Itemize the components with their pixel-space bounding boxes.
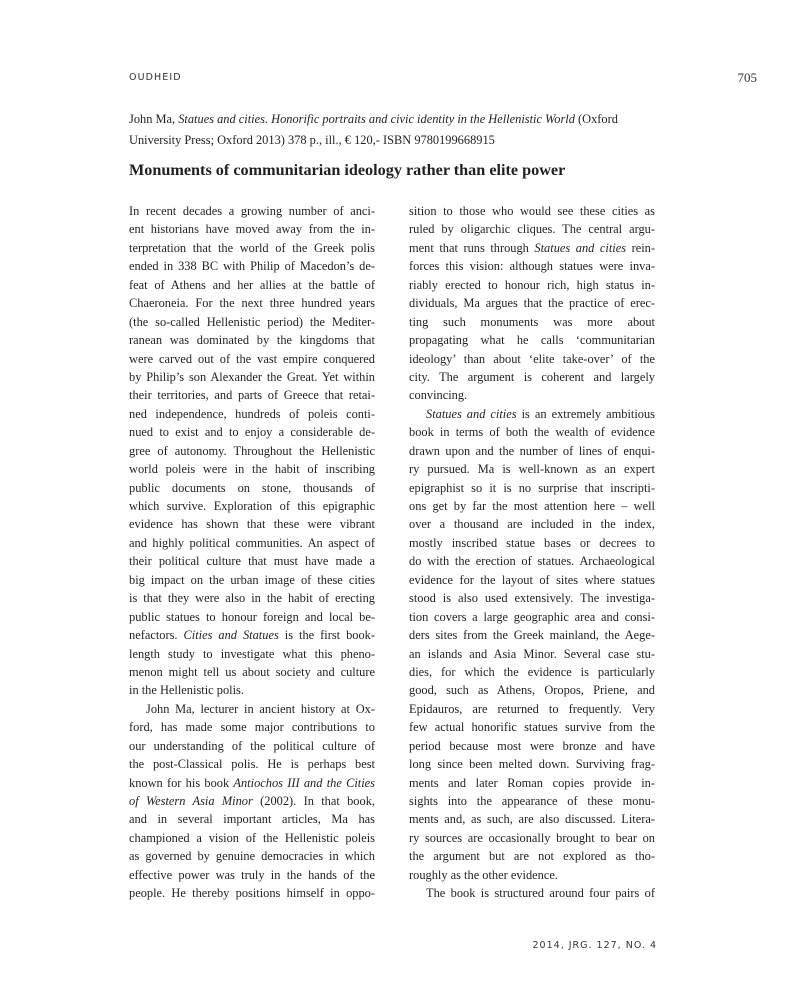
text-line-content: evidence for the layout of sites where statues (409, 572, 655, 587)
text-line (129, 386, 375, 404)
text-line (409, 294, 655, 312)
text-line (409, 405, 655, 423)
text-line-content: ruled by oligarchic cliques. The central argu- (409, 222, 655, 237)
text-line-content: ended in 338 BC with Philip of Macedon’s de- (129, 259, 375, 274)
text-line-content: menon might tell us about society and culture (129, 664, 375, 679)
text-line-content: John Ma, lecturer in ancient history at Ox- (146, 701, 375, 716)
text-line (409, 515, 655, 533)
text-line-content: few actual honorific statues survive from the (409, 720, 655, 735)
text-line-content: epigraphist so it is no surprise that inscripti- (409, 480, 655, 495)
italic-title: of Western Asia Minor (129, 794, 253, 808)
text-line-content: known for his book (129, 775, 234, 790)
text-line-content: is that they were also in the habit of erecting (129, 591, 375, 606)
text-line (129, 774, 375, 792)
text-line-content: and highly political communities. An aspect of (129, 535, 375, 550)
text-line (129, 589, 375, 607)
citation-publication-details: University Press; Oxford 2013) 378 p., ill., € 120,- ISBN 9780199668915 (129, 132, 495, 147)
text-line (409, 847, 655, 865)
text-line-content: ranean was dominated by the kingdoms that (129, 333, 375, 348)
text-line (409, 645, 655, 663)
text-line-content: which survive. Exploration of this epigraphic (129, 499, 375, 513)
text-line-content: ment that runs through (409, 240, 535, 255)
text-line-content: nefactors. (129, 628, 184, 643)
text-line (129, 294, 375, 312)
text-line-content: feat of Athens and her allies at the battle of (129, 277, 375, 292)
text-line-content: Epidauros, are returned to frequently. Very (409, 701, 655, 716)
text-line-content: and in several important articles, Ma has (129, 812, 375, 827)
text-line (409, 202, 655, 220)
text-line (129, 810, 375, 828)
text-line (129, 866, 375, 884)
text-line-content: public statues to honour foreign and local be- (129, 609, 375, 624)
text-line (129, 350, 375, 368)
text-line-content: ned independence, hundreds of poleis conti- (129, 406, 375, 421)
text-line-content: ons get by far the most attention here – well (409, 499, 655, 513)
text-line-content: Chaeroneia. For the next three hundred years (129, 296, 375, 311)
text-line (129, 257, 375, 275)
text-line (409, 774, 655, 792)
text-line (409, 663, 655, 681)
text-line (129, 515, 375, 533)
text-line-content: roughly as the other evidence. (409, 867, 558, 882)
text-line-content: people. He thereby positions himself in oppo- (129, 886, 375, 901)
text-line-content: In recent decades a growing number of anci- (129, 204, 375, 218)
text-line-content: book in terms of both the wealth of evidence (409, 425, 655, 440)
text-line-content: ry pursued. Ma is well-known as an expert (409, 462, 655, 477)
text-line-content: stood is also used extensively. The investiga- (409, 591, 655, 606)
text-line (409, 552, 655, 570)
text-line (409, 866, 655, 884)
text-line-content: convincing. (409, 388, 468, 403)
left-column (129, 202, 375, 903)
text-line (129, 847, 375, 865)
text-line-content: nued to exist and to enjoy a considerable de- (129, 425, 375, 440)
text-line-content: in the Hellenistic polis. (129, 683, 244, 698)
text-line-content: The book is structured around four pairs of (426, 886, 655, 901)
text-line-content: ments and, as such, are also discussed. Litera- (409, 812, 655, 827)
article-title: Monuments of communitarian ideology rather than elite power (129, 161, 566, 179)
text-line-content: dies, for which the evidence is particularly (409, 664, 655, 679)
text-line-content: ting such monuments was more about (409, 314, 655, 329)
text-line-content: their political culture that must have made a (129, 554, 375, 569)
text-line-content: ent historians have moved away from the in- (129, 222, 375, 237)
text-line-content: city. The argument is coherent and largely (409, 369, 655, 384)
text-line (129, 626, 375, 644)
text-line-content: (2002). In that book, (252, 794, 375, 808)
text-line-content: rein- (626, 240, 655, 255)
text-line (129, 276, 375, 294)
text-line (129, 442, 375, 460)
text-line (129, 239, 375, 257)
text-line-content: were carved out of the vast empire conquered (129, 351, 375, 366)
text-line (129, 497, 375, 515)
text-line (409, 571, 655, 589)
text-line-content: riably erected to honour rich, high status in- (409, 277, 655, 292)
text-line-content: gree of autonomy. Throughout the Hellenistic (129, 443, 375, 458)
text-line (409, 737, 655, 755)
text-line-content: ry sources are occasionally brought to bear on (409, 830, 655, 845)
text-line (129, 368, 375, 386)
text-line-content: period because most were bronze and have (409, 738, 655, 753)
text-line-content: over a thousand are included in the index, (409, 517, 655, 532)
italic-title: Statues and cities (534, 240, 627, 255)
text-line (129, 718, 375, 736)
text-line-content: public documents on stone, thousands of (129, 480, 375, 495)
text-line-content: big impact on the urban image of these cities (129, 572, 375, 587)
text-line (129, 552, 375, 570)
text-line (409, 239, 655, 257)
text-line (129, 220, 375, 238)
text-line (129, 663, 375, 681)
text-line (129, 737, 375, 755)
text-line-content: forces this vision: although statues were inva- (409, 259, 655, 274)
italic-title: Statues and cities (426, 406, 517, 421)
text-line-content: do with the erection of statues. Archaeological (409, 554, 655, 569)
text-line (409, 479, 655, 497)
running-head: OUDHEID (129, 72, 182, 83)
text-line (409, 608, 655, 626)
text-line-content: effective power was truly in the hands of the (129, 867, 375, 882)
right-column (409, 202, 655, 903)
text-line-content: is the first book- (278, 628, 375, 643)
text-line (409, 792, 655, 810)
text-line (409, 718, 655, 736)
text-line-content: ideology’ than about ‘elite take-over’ of the (409, 351, 655, 366)
text-line-content: by Philip’s son Alexander the Great. Yet within (129, 369, 375, 384)
text-line (129, 608, 375, 626)
text-line-content: world poleis were in the habit of inscribing (129, 462, 375, 477)
text-line (409, 220, 655, 238)
text-line (129, 405, 375, 423)
text-line (129, 681, 375, 699)
text-line (409, 884, 655, 902)
page-number: 705 (737, 70, 757, 85)
text-line (409, 700, 655, 718)
text-line-content: propagating what he calls ‘communitarian (409, 333, 655, 348)
text-line-content: as governed by genuine democracies in which (129, 849, 375, 864)
text-line-content: sition to those who would see these cities as (409, 204, 655, 218)
text-line (409, 313, 655, 331)
text-line (129, 331, 375, 349)
text-line-content: (the so-called Hellenistic period) the Mediter- (129, 314, 375, 329)
text-line-content: terpretation that the world of the Greek polis (129, 240, 375, 255)
text-line (129, 700, 375, 718)
text-line (409, 460, 655, 478)
text-line (409, 681, 655, 699)
text-line (409, 276, 655, 294)
book-citation (129, 109, 649, 150)
text-line (409, 368, 655, 386)
text-line (409, 331, 655, 349)
text-line (129, 829, 375, 847)
text-line-content: drawn upon and the number of lines of enqui- (409, 443, 655, 458)
text-line-content: the argument but are not explored as tho- (409, 849, 655, 864)
text-line (409, 497, 655, 515)
issue-footer: 2014, JRG. 127, NO. 4 (532, 940, 657, 951)
text-line (129, 884, 375, 902)
italic-title: Cities and Statues (183, 628, 279, 643)
text-line (129, 479, 375, 497)
citation-author: John Ma, (129, 112, 179, 126)
text-line (129, 313, 375, 331)
citation-book-title: Statues and cities. Honorific portraits and civic identity in the Hellenistic World (178, 112, 575, 126)
text-line (409, 755, 655, 773)
text-line-content: ford, has made some major contributions to (129, 720, 375, 735)
text-line-content: long since been melted down. Surviving frag- (409, 757, 655, 772)
text-line-content: is an extremely ambitious (516, 406, 655, 421)
text-line (409, 626, 655, 644)
text-line-content: tion covers a large geographic area and consi- (409, 609, 655, 624)
text-line-content: dividuals, Ma argues that the practice of erec- (409, 296, 655, 311)
text-line (129, 645, 375, 663)
text-line-content: our understanding of the political culture of (129, 738, 375, 753)
italic-title: Antiochos III and the Cities (233, 775, 375, 790)
text-line (409, 257, 655, 275)
text-line (409, 350, 655, 368)
text-line-content: good, such as Athens, Oropos, Priene, and (409, 683, 655, 698)
text-line (409, 386, 655, 404)
text-line-content: ders sites from the Greek mainland, the Aege- (409, 628, 655, 643)
text-line (409, 810, 655, 828)
text-line (409, 829, 655, 847)
text-line (409, 442, 655, 460)
text-line (409, 423, 655, 441)
text-line-content: championed a vision of the Hellenistic poleis (129, 830, 375, 845)
text-line-content: the post-Classical polis. He is perhaps best (129, 757, 375, 772)
text-line-content: length study to investigate what this pheno- (129, 646, 375, 661)
text-line (129, 755, 375, 773)
text-line (409, 534, 655, 552)
text-line-content: ments and later Roman copies provide in- (409, 775, 655, 790)
text-line-content: sights into the appearance of these monu- (409, 794, 655, 808)
text-line-content: mostly inscribed statue bases or decrees to (409, 535, 655, 550)
text-line (129, 423, 375, 441)
text-line (129, 571, 375, 589)
text-line-content: evidence has shown that these were vibrant (129, 517, 375, 532)
text-line-content: their territories, and parts of Greece that retai- (129, 388, 375, 403)
text-line (129, 792, 375, 810)
text-line (129, 460, 375, 478)
citation-publisher-start: (Oxford (574, 112, 618, 126)
text-line (129, 534, 375, 552)
text-line-content: an islands and Asia Minor. Several case stu- (409, 646, 655, 661)
text-line (409, 589, 655, 607)
text-line (129, 202, 375, 220)
